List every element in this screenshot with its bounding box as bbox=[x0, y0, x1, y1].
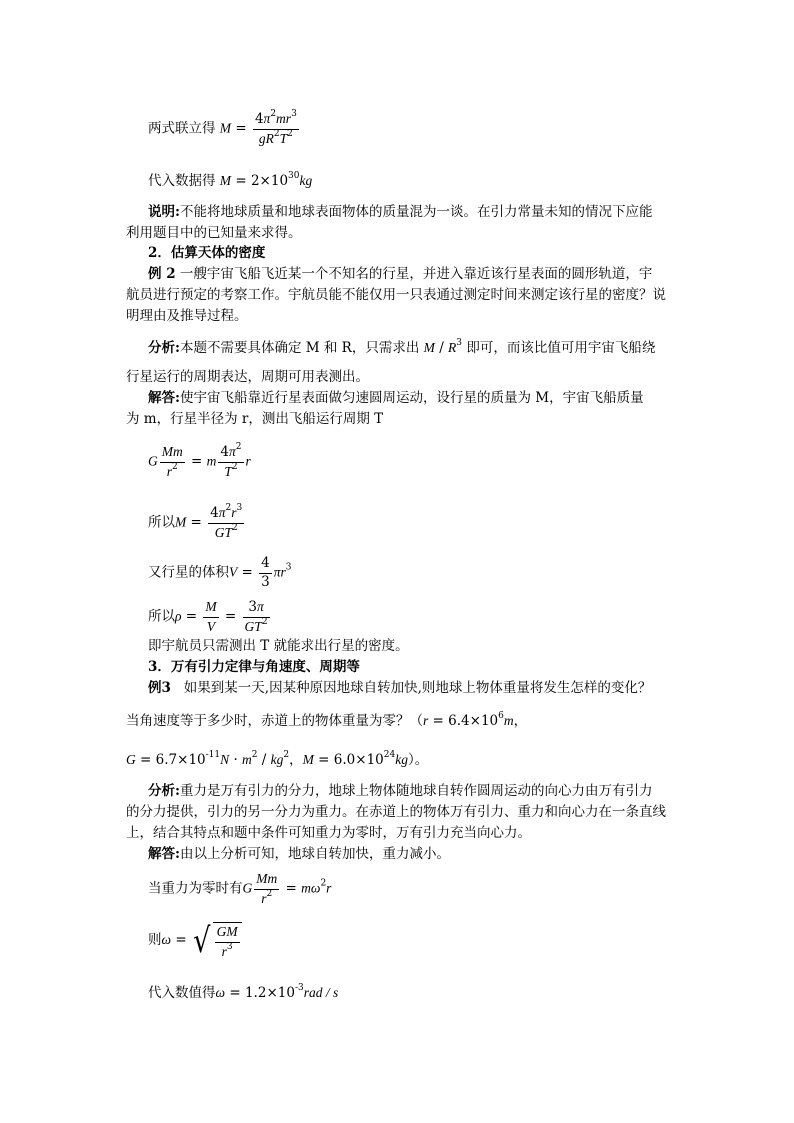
separator: ， bbox=[513, 713, 528, 729]
section-heading-2: 2．估算天体的密度 bbox=[148, 245, 266, 261]
example-3-line-1 bbox=[148, 682, 651, 696]
analysis-2-line-2: 行星运行的周期表达，周期可用表测出。 bbox=[126, 369, 369, 385]
solution-2-line-2: 为 m，行星半径为 r，测出飞船运行周期 T bbox=[126, 411, 384, 427]
solution-text: 由以上分析可知，地球自转加快，重力减小。 bbox=[179, 846, 450, 862]
g-constant-value: 6.7 bbox=[155, 752, 178, 768]
section-heading-3: 3．万有引力定律与角速度、周期等 bbox=[148, 659, 360, 675]
radius-value: 6.4 bbox=[448, 713, 470, 729]
example-text: 当角速度等于多少时，赤道上的物体重量为零？（ bbox=[126, 713, 423, 729]
analysis-3-line-3: 上，结合其特点和题中条件可知重力为零时，万有引力充当向心力。 bbox=[126, 825, 531, 841]
note-text: 不能将地球质量和地球表面物体的质量混为一谈。在引力常量未知的情况下应能 bbox=[179, 204, 653, 220]
equation-mass-value: 代入数据得 $M = 2\times 10^{30}kg$ bbox=[148, 171, 313, 189]
equation-density: 所以ρ = $\frac{M}{V}$ = $\frac{3\pi}{GT^2}$ bbox=[148, 599, 268, 634]
note-line-2: 利用题目中的已知量来求得。 bbox=[126, 225, 302, 241]
exponent: -11 bbox=[205, 750, 221, 760]
note-label: 说明: bbox=[148, 204, 180, 220]
solution-label: 解答: bbox=[148, 390, 180, 406]
exponent: 30 bbox=[288, 171, 300, 181]
equation-zero-gravity: 当重力为零时有G $\frac{Mm}{r^2}$ = $m\omega^2r$ bbox=[148, 871, 332, 906]
example-3-line-2: 当角速度等于多少时，赤道上的物体重量为零？（$r = 6.4\times 10^6m$， bbox=[126, 711, 528, 729]
solution-label: 解答: bbox=[148, 846, 180, 862]
analysis-3-line-1 bbox=[148, 785, 652, 799]
example-text: 如果到某一天,因某种原因地球自转加快,则地球上物体重量将发生怎样的变化？ bbox=[183, 680, 652, 696]
exponent: 24 bbox=[383, 750, 396, 760]
solution-3 bbox=[148, 848, 450, 862]
analysis-label: 分析: bbox=[148, 783, 180, 799]
equation-prefix: 则 bbox=[148, 932, 162, 948]
analysis-3-line-2: 的分力提供，引力的另一分力为重力。在赤道上的物体万有引力、重力和向心力在一条直线 bbox=[126, 804, 666, 820]
mantissa: 2 bbox=[250, 173, 260, 189]
analysis-text: 本题不需要具体确定 M 和 R，只需求出 bbox=[179, 340, 420, 356]
equation-prefix: 又行星的体积 bbox=[148, 564, 229, 581]
equation-gravity-centripetal: G $\frac{Mm}{r^2}$ = m $\frac{4\pi^2}{T^2}$ r bbox=[148, 442, 251, 479]
example-text: 一艘宇宙飞船飞近某一个不知名的行星，并进入靠近该行星表面的圆形轨道，宇 bbox=[179, 266, 653, 282]
example-3-line-3: $G = 6.7\times 10^{-11}N \cdot m^2 / kg^2$，$M = 6.0\times 10^{24}kg$）。 bbox=[126, 750, 429, 768]
example-2-line-3: 明理由及推导过程。 bbox=[126, 308, 248, 324]
analysis-text: 重力是万有引力的分力，地球上物体随地球自转作圆周运动的向心力由万有引力 bbox=[179, 783, 653, 799]
equation-prefix: 两式联立得 bbox=[148, 120, 216, 137]
example-2-line-1 bbox=[148, 268, 652, 282]
equation-prefix: 当重力为零时有 bbox=[148, 880, 243, 897]
conclusion-2: 即宇航员只需测出 T 就能求出行星的密度。 bbox=[148, 638, 409, 654]
solution-text: 使宇宙飞船靠近行星表面做匀速圆周运动，设行星的质量为 M，宇宙飞船质量 bbox=[179, 390, 644, 406]
equation-volume: 又行星的体积V = $\frac{4}{3}$ $\pi r^3$ bbox=[148, 555, 292, 590]
exponent: 6 bbox=[498, 711, 504, 721]
analysis-2-line-1: 分析:本题不需要具体确定 M 和 R，只需求出 M / $R^3$ 即可，而该比值可用宇宙飞船绕 bbox=[148, 338, 656, 356]
example-2-line-2: 航员进行预定的考察工作。宇航员能不能仅用一只表通过测定时间来测定该行星的密度？说 bbox=[126, 287, 666, 303]
equation-prefix: 所以 bbox=[148, 608, 175, 625]
equation-prefix: 代入数值得 bbox=[148, 985, 216, 1001]
unit: rad / s bbox=[303, 985, 339, 1000]
example-label: 例3 bbox=[148, 680, 171, 696]
example-label: 例 2 bbox=[148, 266, 176, 282]
equation-prefix: 所以 bbox=[148, 514, 175, 531]
mantissa: 1.2 bbox=[244, 985, 267, 1001]
exponent: -3 bbox=[294, 983, 304, 993]
note-line-1 bbox=[148, 206, 652, 220]
analysis-text: 即可，而该比值可用宇宙飞船绕 bbox=[466, 340, 656, 356]
equation-mass-combined: 两式联立得 M = $\frac{4\pi^2mr^3}{gR^2T^2}$ bbox=[148, 109, 297, 146]
unit: kg bbox=[299, 173, 313, 188]
equation-mass: 所以M = $\frac{4\pi^2r^3}{GT^2}$ bbox=[148, 503, 243, 540]
separator: ， bbox=[289, 752, 303, 768]
equation-prefix: 代入数据得 bbox=[148, 173, 216, 189]
equation-omega: 则ω = √ $\frac{GM}{r^3}$ bbox=[148, 922, 242, 959]
closing: ）。 bbox=[407, 752, 429, 768]
earth-mass-value: 6.0 bbox=[333, 752, 356, 768]
equation-omega-value: 代入数值得$\omega = 1.2\times 10^{-3}rad / s$ bbox=[148, 983, 339, 1001]
analysis-label: 分析: bbox=[148, 340, 180, 356]
solution-2-line-1 bbox=[148, 392, 644, 406]
